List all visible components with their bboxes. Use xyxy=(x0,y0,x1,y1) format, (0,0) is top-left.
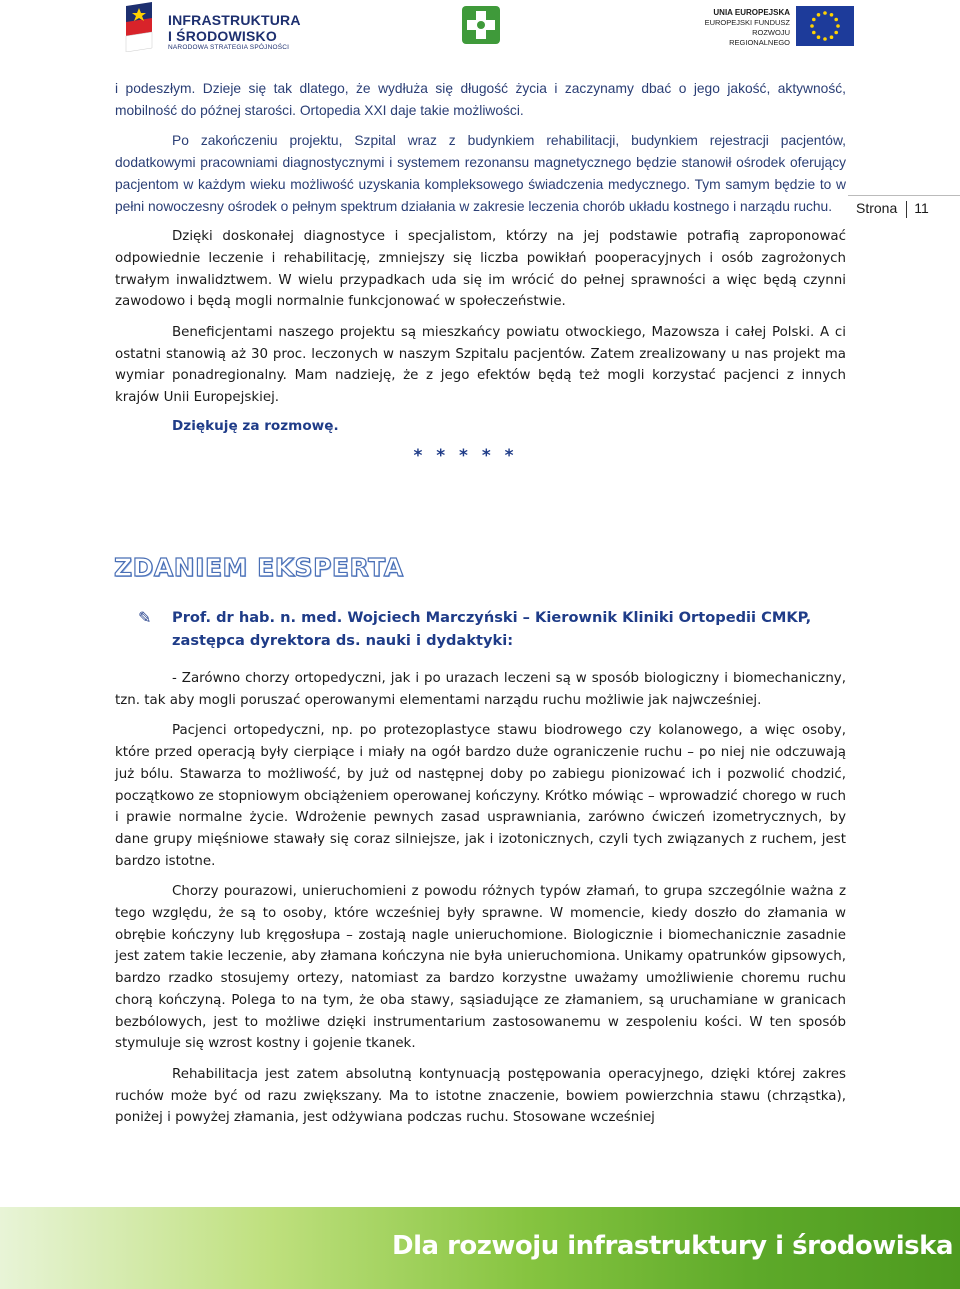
logo-title-line2: I ŚRODOWISKO xyxy=(168,28,277,44)
eu-logo-line2: EUROPEJSKI FUNDUSZ xyxy=(704,18,790,27)
page-header xyxy=(0,0,960,60)
page-number-rule xyxy=(848,195,960,196)
page-number-label: Strona xyxy=(856,200,898,216)
closing-thanks: Dziękuję za rozmowę. xyxy=(172,417,339,434)
paragraph: Rehabilitacja jest zatem absolutną kontynuacją postępowania operacyjnego, dzięki której zakres ruchów może być od razu zwiększany. Ma to istotne znaczenie, bowiem powierzchnia stawu (chrząstka), poniżej i powyżej złamania, jest odżywiana podczas ruchu. Stosowane wcześniej xyxy=(115,1066,846,1126)
logo-title-line1: INFRASTRUKTURA xyxy=(168,12,301,28)
eu-flag-icon xyxy=(796,6,854,46)
page-number-separator xyxy=(906,201,907,218)
section-separator-stars: * * * * * xyxy=(413,445,518,466)
paragraph: Dzięki doskonałej diagnostyce i specjalistom, którzy na jej podstawie potrafią zaproponować odpowiednie leczenie i rehabilitację, zmniejszy się liczba powikłań pooperacyjnych i osób zagrożonych trwałym inwalidztwem. W wielu przypadkach uda się im wrócić do pełnej sprawności a więc będą czynni zawodowo i będą mogli normalnie funkcjonować w społeczeństwie. xyxy=(115,229,846,310)
hospital-logo-icon xyxy=(460,4,502,46)
infrastruktura-logo xyxy=(122,2,302,54)
paragraph: Chorzy pourazowi, unieruchomieni z powodu różnych typów złamań, to grupa szczególnie ważna z tego względu, że są to osoby, które wcześniej były sprawne. W momencie, kiedy doszło do złamania w obrębie kończyny lub kręgosłupa – zostają nagle unieruchomione. Biologicznie i biomechanicznie zasadnie jest zatem takie leczenie, aby złamana kończyna nie była unieruchomiona. Unikamy opatrunków gipsowych, bardzo rzadko stosujemy ortezy, natomiast za bardzo korzystne uważamy umożliwienie choremu ruchu chorą kończyną. Polega to na tym, że oba stawy, sąsiadujące ze złamaniem, są uruchamiane w granicach bezbólowych, jest to możliwe dzięki instrumentarium zastosowanemu w zespoleniu kości. W ten sposób stymuluje się wzrost kostny i gojenie tkanek. xyxy=(115,884,846,1052)
main-content xyxy=(115,78,846,466)
paragraph: - Zarówno chorzy ortopedyczni, jak i po urazach leczeni są w sposób biologiczny i biomechaniczny, tzn. tak aby mogli poruszać operowanymi elementami narządu ruchu możliwie jak najwcześniej. xyxy=(115,671,846,708)
paragraph-part: Tym samym będzie to w pełni nowoczesny ośrodek o pełnym spektrum działania w zakresie leczenia chorób układu kostnego i narządu ruchu. xyxy=(115,176,846,214)
section-title: ZDANIEM EKSPERTA xyxy=(114,553,404,582)
logo-subtitle: NARODOWA STRATEGIA SPÓJNOŚCI xyxy=(168,44,290,51)
paragraph: Beneficjentami naszego projektu są mieszkańcy powiatu otwockiego, Mazowsza i całej Polski. A ci ostatni stanowią aż 30 proc. leczonych w naszym Szpitalu pacjentów. Zatem zrealizowany u nas projekt ma wymiar ponadregionalny. Mam nadzieję, że z jego efektów będą też mogli korzystać pacjenci z innych krajów Unii Europejskiej. xyxy=(115,325,846,406)
paragraph xyxy=(115,130,846,217)
paragraph-part: Po zakończeniu projektu, Szpital wraz z budynkiem rehabilitacji, budynkiem rejestracji pacjentów, dodatkowymi pracowniami diagnostycznymi i systemem rezonansu magnetycznego będzie stanowił ośrodek oferujący pacjentom w każdym wieku możliwość uzyskania kompleksowego świadczenia medycznego. xyxy=(115,133,846,192)
footer-slogan: Dla rozwoju infrastruktury i środowiska xyxy=(392,1231,953,1261)
eu-logo xyxy=(690,4,860,46)
expert-body xyxy=(115,668,846,1129)
page-number xyxy=(856,200,929,218)
page-number-value: 11 xyxy=(914,200,929,216)
pen-icon: ✎ xyxy=(138,610,152,627)
eu-logo-line1: UNIA EUROPEJSKA xyxy=(713,8,790,17)
flag-logo-icon xyxy=(122,2,158,52)
paragraph: i podeszłym. Dzieje się tak dlatego, że wydłuża się długość życia i zaczynamy dbać o jego jakość, aktywność, mobilność do późnej starości. Ortopedia XXI daje takie możliwości. xyxy=(115,81,846,118)
expert-heading xyxy=(138,606,846,652)
paragraph: Pacjenci ortopedyczni, np. po protezoplastyce stawu biodrowego czy kolanowego, a więc osoby, które przed operacją były cierpiące i miały na ogół bardzo duże ograniczenie ruchu – po niej nie odczuwają już bólu. Stawarza to możliwość, by już od następnej doby po zabiegu pionizować ich i pozwolić chodzić, początkowo ze stopniowym obciążeniem operowanej kończyny. Krótko mówiąc – wprowadzić chorego w ruch i prawie normalne życie. Wdrożenie pewnych zasad usprawniania, zarówno ćwiczeń izometrycznych, by dane grupy mięśniowe stawały się coraz silniejsze, jak i izotonicznych, czyli tych związanych z ruchem, jest bardzo istotne. xyxy=(115,723,846,869)
eu-logo-line3: ROZWOJU REGIONALNEGO xyxy=(729,28,790,47)
expert-name: Prof. dr hab. n. med. Wojciech Marczyński – Kierownik Kliniki Ortopedii CMKP, zastępca dyrektora ds. nauki i dydaktyki: xyxy=(172,609,812,649)
